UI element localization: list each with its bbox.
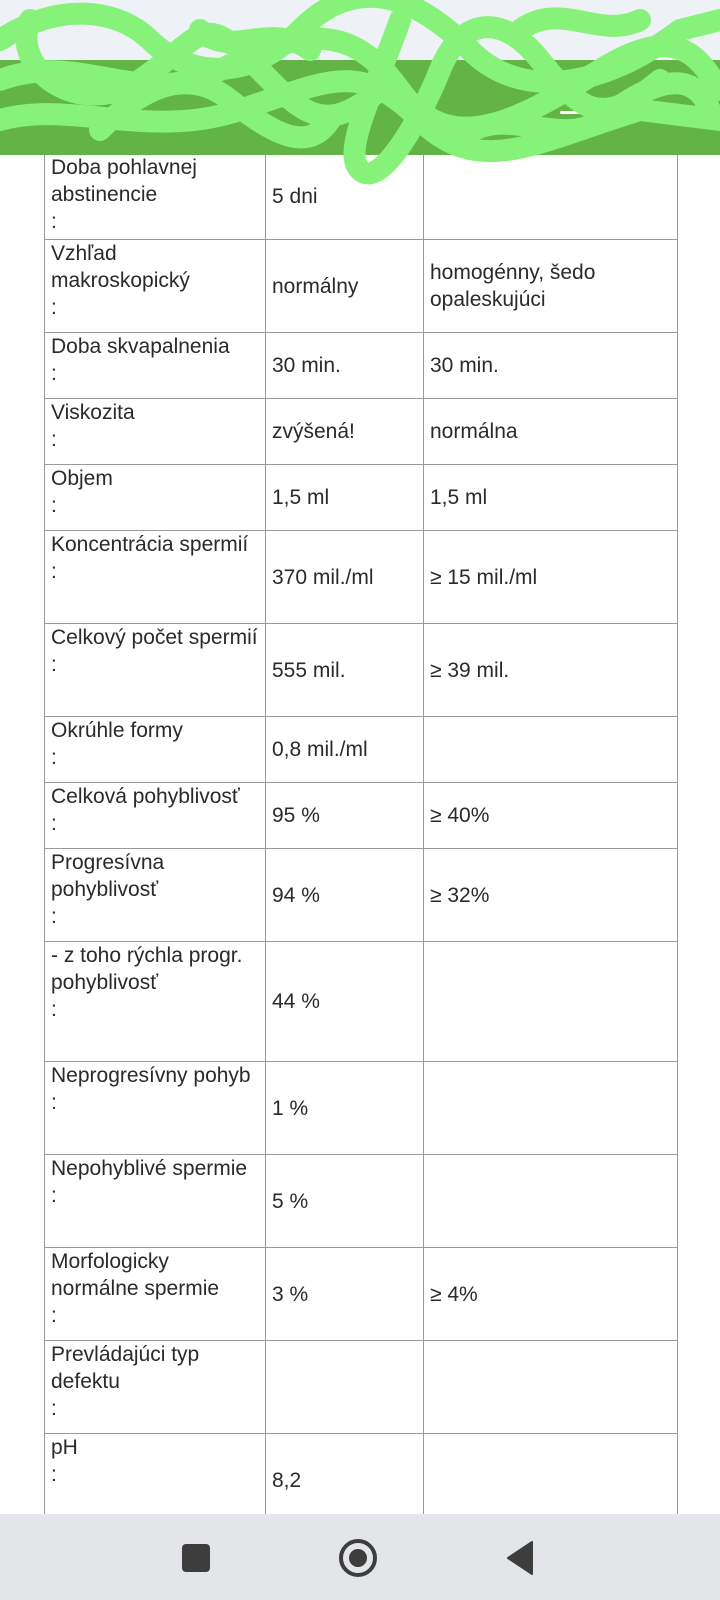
semen-analysis-table xyxy=(44,155,678,1515)
reference-value-cell xyxy=(424,1062,678,1155)
parameter-colon: : xyxy=(51,746,57,769)
reference-value-cell xyxy=(424,1341,678,1434)
back-button[interactable] xyxy=(500,1536,544,1580)
parameter-name-cell xyxy=(45,1155,266,1248)
parameter-colon: : xyxy=(51,494,57,517)
parameter-name: Neprogresívny pohyb xyxy=(51,1064,251,1087)
parameter-colon: : xyxy=(51,653,57,676)
parameter-name-cell xyxy=(45,783,266,849)
parameter-name: Prevládajúci typ defektu xyxy=(51,1343,200,1393)
parameter-colon: : xyxy=(51,1397,57,1420)
reference-value-cell xyxy=(424,942,678,1062)
parameter-name: Koncentrácia spermií xyxy=(51,533,249,556)
measured-value-cell: 5 % xyxy=(266,1155,424,1248)
parameter-name-cell xyxy=(45,1248,266,1341)
measured-value-cell: 1,5 ml xyxy=(266,465,424,531)
parameter-name-cell xyxy=(45,333,266,399)
table-row xyxy=(45,942,678,1062)
table-row xyxy=(45,240,678,333)
table-row xyxy=(45,531,678,624)
parameter-name-cell xyxy=(45,849,266,942)
parameter-colon: : xyxy=(51,1184,57,1207)
table-row xyxy=(45,1062,678,1155)
measured-value-cell: 0,8 mil./ml xyxy=(266,717,424,783)
parameter-name: Progresívna pohyblivosť xyxy=(51,851,165,901)
parameter-name-cell xyxy=(45,1062,266,1155)
parameter-colon: : xyxy=(51,1304,57,1327)
parameter-name: Morfologicky normálne spermie xyxy=(51,1250,220,1300)
parameter-name: Celková pohyblivosť xyxy=(51,785,240,808)
table-row xyxy=(45,333,678,399)
measured-value-cell: 94 % xyxy=(266,849,424,942)
parameter-name: Objem xyxy=(51,467,113,490)
circle-home-icon xyxy=(336,1536,380,1580)
reference-value-cell xyxy=(424,1434,678,1516)
parameter-name: Nepohyblivé spermie xyxy=(51,1157,248,1180)
results-table-container[interactable] xyxy=(0,155,720,1515)
reference-value-cell: ≥ 32% xyxy=(424,849,678,942)
table-row xyxy=(45,717,678,783)
measured-value-cell: 44 % xyxy=(266,942,424,1062)
reference-value-cell: 30 min. xyxy=(424,333,678,399)
android-navigation-bar xyxy=(0,1514,720,1600)
table-row xyxy=(45,1155,678,1248)
measured-value-cell: 555 mil. xyxy=(266,624,424,717)
recent-apps-button[interactable] xyxy=(174,1536,218,1580)
parameter-colon: : xyxy=(51,210,57,233)
measured-value-cell xyxy=(266,1341,424,1434)
table-row xyxy=(45,1248,678,1341)
parameter-colon: : xyxy=(51,1463,57,1486)
measured-value-cell: 30 min. xyxy=(266,333,424,399)
parameter-colon: : xyxy=(51,362,57,385)
reference-value-cell: ≥ 15 mil./ml xyxy=(424,531,678,624)
parameter-colon: : xyxy=(51,296,57,319)
measured-value-cell: zvýšená! xyxy=(266,399,424,465)
redaction-scribble xyxy=(0,0,720,185)
measured-value-cell: 8,2 xyxy=(266,1434,424,1516)
table-row xyxy=(45,624,678,717)
square-icon xyxy=(182,1544,210,1572)
measured-value-cell: 370 mil./ml xyxy=(266,531,424,624)
parameter-name: - z toho rýchla progr. pohyblivosť xyxy=(51,944,243,994)
parameter-name: Viskozita xyxy=(51,401,135,424)
reference-value-cell: homogénny, šedo opaleskujúci xyxy=(424,240,678,333)
parameter-colon: : xyxy=(51,905,57,928)
reference-value-cell xyxy=(424,1155,678,1248)
parameter-name-cell xyxy=(45,942,266,1062)
triangle-back-icon xyxy=(500,1536,544,1580)
parameter-name: Celkový počet spermií xyxy=(51,626,258,649)
parameter-name: Doba pohlavnej abstinencie xyxy=(51,156,197,206)
parameter-name: Okrúhle formy xyxy=(51,719,183,742)
parameter-name-cell xyxy=(45,624,266,717)
parameter-name-cell xyxy=(45,531,266,624)
table-row xyxy=(45,1341,678,1434)
measured-value-cell: 5 dni xyxy=(266,155,424,240)
parameter-name: Vzhľad makroskopický xyxy=(51,242,190,292)
parameter-name-cell xyxy=(45,717,266,783)
table-row xyxy=(45,783,678,849)
parameter-name-cell xyxy=(45,465,266,531)
parameter-name-cell xyxy=(45,240,266,333)
table-row xyxy=(45,399,678,465)
parameter-name: pH xyxy=(51,1436,78,1459)
parameter-colon: : xyxy=(51,998,57,1021)
reference-value-cell: ≥ 4% xyxy=(424,1248,678,1341)
reference-value-cell: ≥ 39 mil. xyxy=(424,624,678,717)
parameter-colon: : xyxy=(51,812,57,835)
parameter-colon: : xyxy=(51,560,57,583)
reference-value-cell: 1,5 ml xyxy=(424,465,678,531)
reference-value-cell: ≥ 40% xyxy=(424,783,678,849)
measured-value-cell: 95 % xyxy=(266,783,424,849)
parameter-colon: : xyxy=(51,1091,57,1114)
parameter-name-cell xyxy=(45,1341,266,1434)
measured-value-cell: 3 % xyxy=(266,1248,424,1341)
parameter-name-cell xyxy=(45,399,266,465)
home-button[interactable] xyxy=(336,1536,380,1580)
reference-value-cell xyxy=(424,717,678,783)
parameter-colon: : xyxy=(51,428,57,451)
parameter-name: Doba skvapalnenia xyxy=(51,335,230,358)
measured-value-cell: normálny xyxy=(266,240,424,333)
measured-value-cell: 1 % xyxy=(266,1062,424,1155)
table-row xyxy=(45,465,678,531)
table-row xyxy=(45,1434,678,1516)
table-row xyxy=(45,849,678,942)
reference-value-cell: normálna xyxy=(424,399,678,465)
parameter-name-cell xyxy=(45,1434,266,1516)
